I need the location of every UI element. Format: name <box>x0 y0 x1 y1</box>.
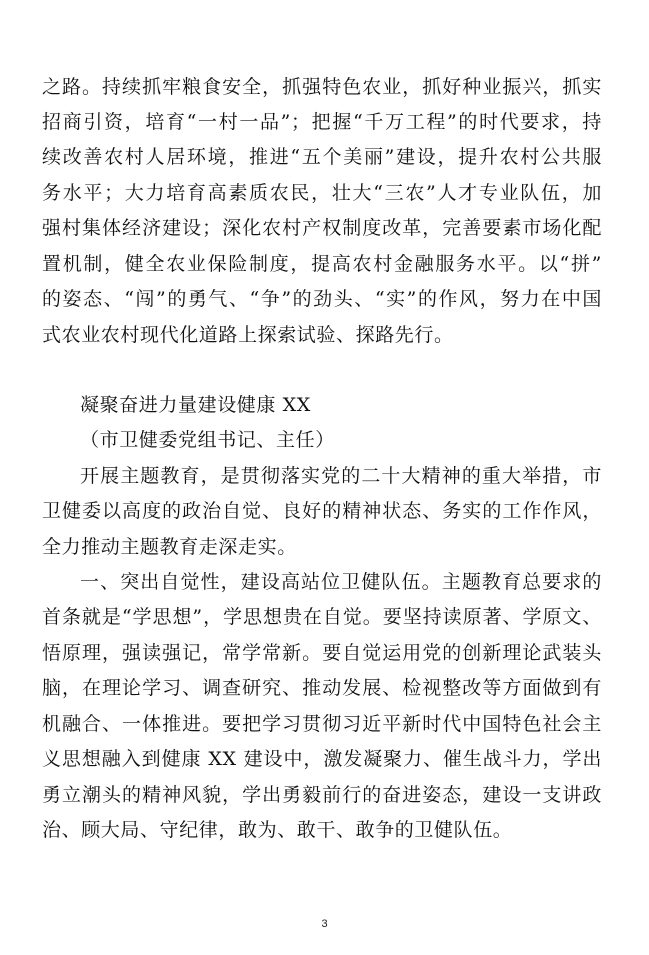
paragraph-3-line-4: 脑，在理论学习、调查研究、推动发展、检视整改等方面做到有 <box>42 677 602 699</box>
paragraph-1-line-8: 式农业农村现代化道路上探索试验、探路先行。 <box>42 324 454 346</box>
paragraph-1-line-3: 续改善农村人居环境，推进“五个美丽”建设，提升农村公共服 <box>42 146 602 168</box>
paragraph-3-line-5: 机融合、一体推进。要把学习贯彻习近平新时代中国特色社会主 <box>42 713 602 735</box>
section-author: （市卫健委党组书记、主任） <box>80 429 335 451</box>
section-title: 凝聚奋进力量建设健康 XX <box>80 394 311 416</box>
paragraph-2-line-1: 开展主题教育，是贯彻落实党的二十大精神的重大举措，市 <box>80 465 602 487</box>
paragraph-1-line-7: 的姿态、“闯”的勇气、“争”的劲头、“实”的作风，努力在中国 <box>42 288 602 310</box>
paragraph-3-line-6: 义思想融入到健康 XX 建设中，激发凝聚力、催生战斗力，学出 <box>42 748 602 770</box>
page-number: 3 <box>321 918 328 930</box>
paragraph-1-line-5: 强村集体经济建设；深化农村产权制度改革，完善要素市场化配 <box>42 217 602 239</box>
paragraph-3-line-7: 勇立潮头的精神风貌，学出勇毅前行的奋进姿态，建设一支讲政 <box>42 784 602 806</box>
paragraph-1-line-2: 招商引资，培育“一村一品”；把握“千万工程”的时代要求，持 <box>42 111 602 133</box>
paragraph-3-line-2: 首条就是“学思想”，学思想贵在自觉。要坚持读原著、学原文、 <box>42 606 602 628</box>
paragraph-1-line-1: 之路。持续抓牢粮食安全，抓强特色农业，抓好种业振兴，抓实 <box>42 76 602 98</box>
paragraph-3-line-3: 悟原理，强读强记，常学常新。要自觉运用党的创新理论武装头 <box>42 642 602 664</box>
paragraph-2-line-2: 卫健委以高度的政治自觉、良好的精神状态、务实的工作作风， <box>42 500 602 522</box>
paragraph-1-line-6: 置机制，健全农业保险制度，提高农村金融服务水平。以“拼” <box>42 253 602 275</box>
paragraph-1-line-4: 务水平；大力培育高素质农民，壮大“三农”人才专业队伍，加 <box>42 182 602 204</box>
paragraph-3-line-1: 一、突出自觉性，建设高站位卫健队伍。主题教育总要求的 <box>80 571 602 593</box>
paragraph-2-line-3: 全力推动主题教育走深走实。 <box>42 536 297 558</box>
paragraph-3-line-8: 治、顾大局、守纪律，敢为、敢干、敢争的卫健队伍。 <box>42 819 513 841</box>
